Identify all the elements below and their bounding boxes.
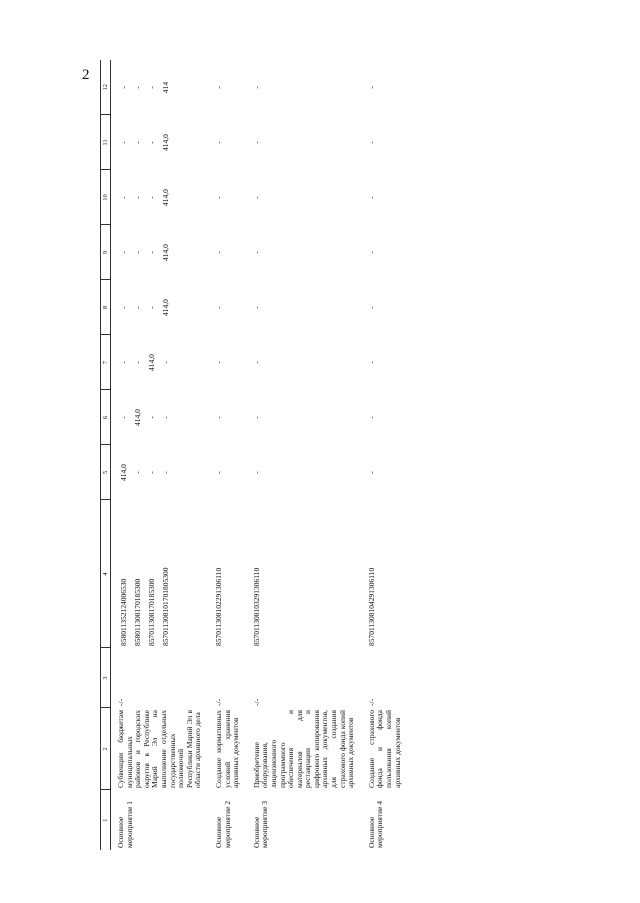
value-cell: - <box>147 471 156 474</box>
value-cell: - <box>366 86 376 89</box>
value-cell: - <box>251 416 261 419</box>
header-cell: 2 <box>101 708 111 790</box>
value-cell: 414,0 <box>147 354 156 371</box>
value-cell: - <box>133 306 142 309</box>
value-cell: - <box>213 416 223 419</box>
value-col-6 <box>111 390 209 445</box>
value-col-9 <box>111 225 209 280</box>
value-cell: 414,0 <box>161 244 170 261</box>
col3-marker: -/- <box>251 698 261 706</box>
value-cell: - <box>213 306 223 309</box>
value-cell: 414,0 <box>161 134 170 151</box>
header-cell: 5 <box>101 445 111 500</box>
value-cell: - <box>213 251 223 254</box>
value-cell: - <box>366 141 376 144</box>
value-col-11 <box>111 115 209 170</box>
value-cell: - <box>147 306 156 309</box>
value-cell: - <box>133 251 142 254</box>
activity-description: Приобретение оборудования, лицензионного программного обеспечения и материалов для реставрации и цифрового копирования архивных документов, для создания страхового фонда копий архивных документов <box>251 710 356 788</box>
table-row <box>247 60 362 850</box>
header-cell: 6 <box>101 390 111 445</box>
value-cell: - <box>251 196 261 199</box>
value-cell: - <box>147 141 156 144</box>
activity-description: Создание нормативных условий хранения архивных документов <box>213 710 241 788</box>
col3-marker: -/- <box>116 698 125 706</box>
col3-marker: -/- <box>213 698 223 706</box>
header-cell: 8 <box>101 280 111 335</box>
value-cell: - <box>119 196 128 199</box>
activity-description: Создание страхового фонда и фонда пользования копий архивных документов <box>366 710 402 788</box>
budget-table <box>100 60 408 850</box>
value-col-8 <box>111 280 209 335</box>
value-cell: - <box>119 306 128 309</box>
value-cell: - <box>213 141 223 144</box>
value-cell: - <box>366 471 376 474</box>
value-col-5 <box>111 445 209 500</box>
value-cell: 414,0 <box>161 189 170 206</box>
header-cell: 12 <box>101 60 111 115</box>
header-row <box>101 60 111 850</box>
budget-codes <box>111 500 209 648</box>
budget-code: 857011308101701805300 <box>161 567 170 646</box>
value-cell: - <box>133 86 142 89</box>
activity-name: Основное мероприятие 2 <box>213 800 232 848</box>
table-sheet <box>100 60 550 850</box>
col3-marker: -/- <box>366 698 376 706</box>
value-cell: - <box>366 196 376 199</box>
value-cell: - <box>133 471 142 474</box>
value-cell: - <box>119 251 128 254</box>
activity-description: Субвенции бюджетам муниципальных районов и городских округов в Республике Марий Эл на выполнение отдельных государственных полномочий Республики Марий Эл в области архивного дела <box>116 710 203 788</box>
value-cell: - <box>133 141 142 144</box>
value-cell: - <box>213 361 223 364</box>
value-cell: - <box>213 86 223 89</box>
table-row <box>111 60 209 850</box>
value-cell: 414,0 <box>161 299 170 316</box>
header-cell: 3 <box>101 648 111 708</box>
budget-code: 858011308170185300 <box>133 578 142 646</box>
value-cell: - <box>251 141 261 144</box>
value-cell: - <box>119 86 128 89</box>
activity-name: Основное мероприятие 4 <box>366 800 385 848</box>
activity-name: Основное мероприятие 1 <box>116 800 134 848</box>
value-cell: - <box>161 416 170 419</box>
value-cell: - <box>147 251 156 254</box>
budget-code: 858011352124006530 <box>119 578 128 646</box>
value-cell: - <box>251 306 261 309</box>
value-cell: 414 <box>161 81 170 94</box>
budget-code: 857011308103291306110 <box>251 567 261 646</box>
value-cell: - <box>119 361 128 364</box>
value-cell: 414,0 <box>133 409 142 426</box>
value-cell: - <box>251 251 261 254</box>
value-cell: - <box>366 306 376 309</box>
value-cell: - <box>147 86 156 89</box>
value-cell: - <box>366 251 376 254</box>
value-cell: - <box>161 361 170 364</box>
table-row <box>209 60 247 850</box>
value-cell: - <box>119 141 128 144</box>
table-row <box>362 60 408 850</box>
budget-code: 857011308170185300 <box>147 578 156 646</box>
rotated-table-container <box>100 60 550 850</box>
header-cell: 1 <box>101 790 111 850</box>
header-cell: 7 <box>101 335 111 390</box>
budget-code: 857011308102291306110 <box>213 567 223 646</box>
budget-code: 857011308104291306110 <box>366 567 376 646</box>
value-cell: - <box>147 196 156 199</box>
value-cell: - <box>366 416 376 419</box>
value-cell: - <box>147 416 156 419</box>
value-cell: - <box>133 361 142 364</box>
value-cell: 414,0 <box>119 464 128 481</box>
page-number: 2 <box>82 67 90 83</box>
value-cell: - <box>251 471 261 474</box>
value-cell: - <box>366 361 376 364</box>
value-col-10 <box>111 170 209 225</box>
activity-name: Основное мероприятие 3 <box>251 800 270 848</box>
value-cell: - <box>119 416 128 419</box>
header-cell: 4 <box>101 500 111 648</box>
header-cell: 9 <box>101 225 111 280</box>
header-cell: 11 <box>101 115 111 170</box>
value-col-12 <box>111 60 209 115</box>
value-cell: - <box>251 361 261 364</box>
value-cell: - <box>133 196 142 199</box>
value-cell: - <box>213 196 223 199</box>
value-cell: - <box>161 471 170 474</box>
header-cell: 10 <box>101 170 111 225</box>
value-col-7 <box>111 335 209 390</box>
value-cell: - <box>213 471 223 474</box>
value-cell: - <box>251 86 261 89</box>
